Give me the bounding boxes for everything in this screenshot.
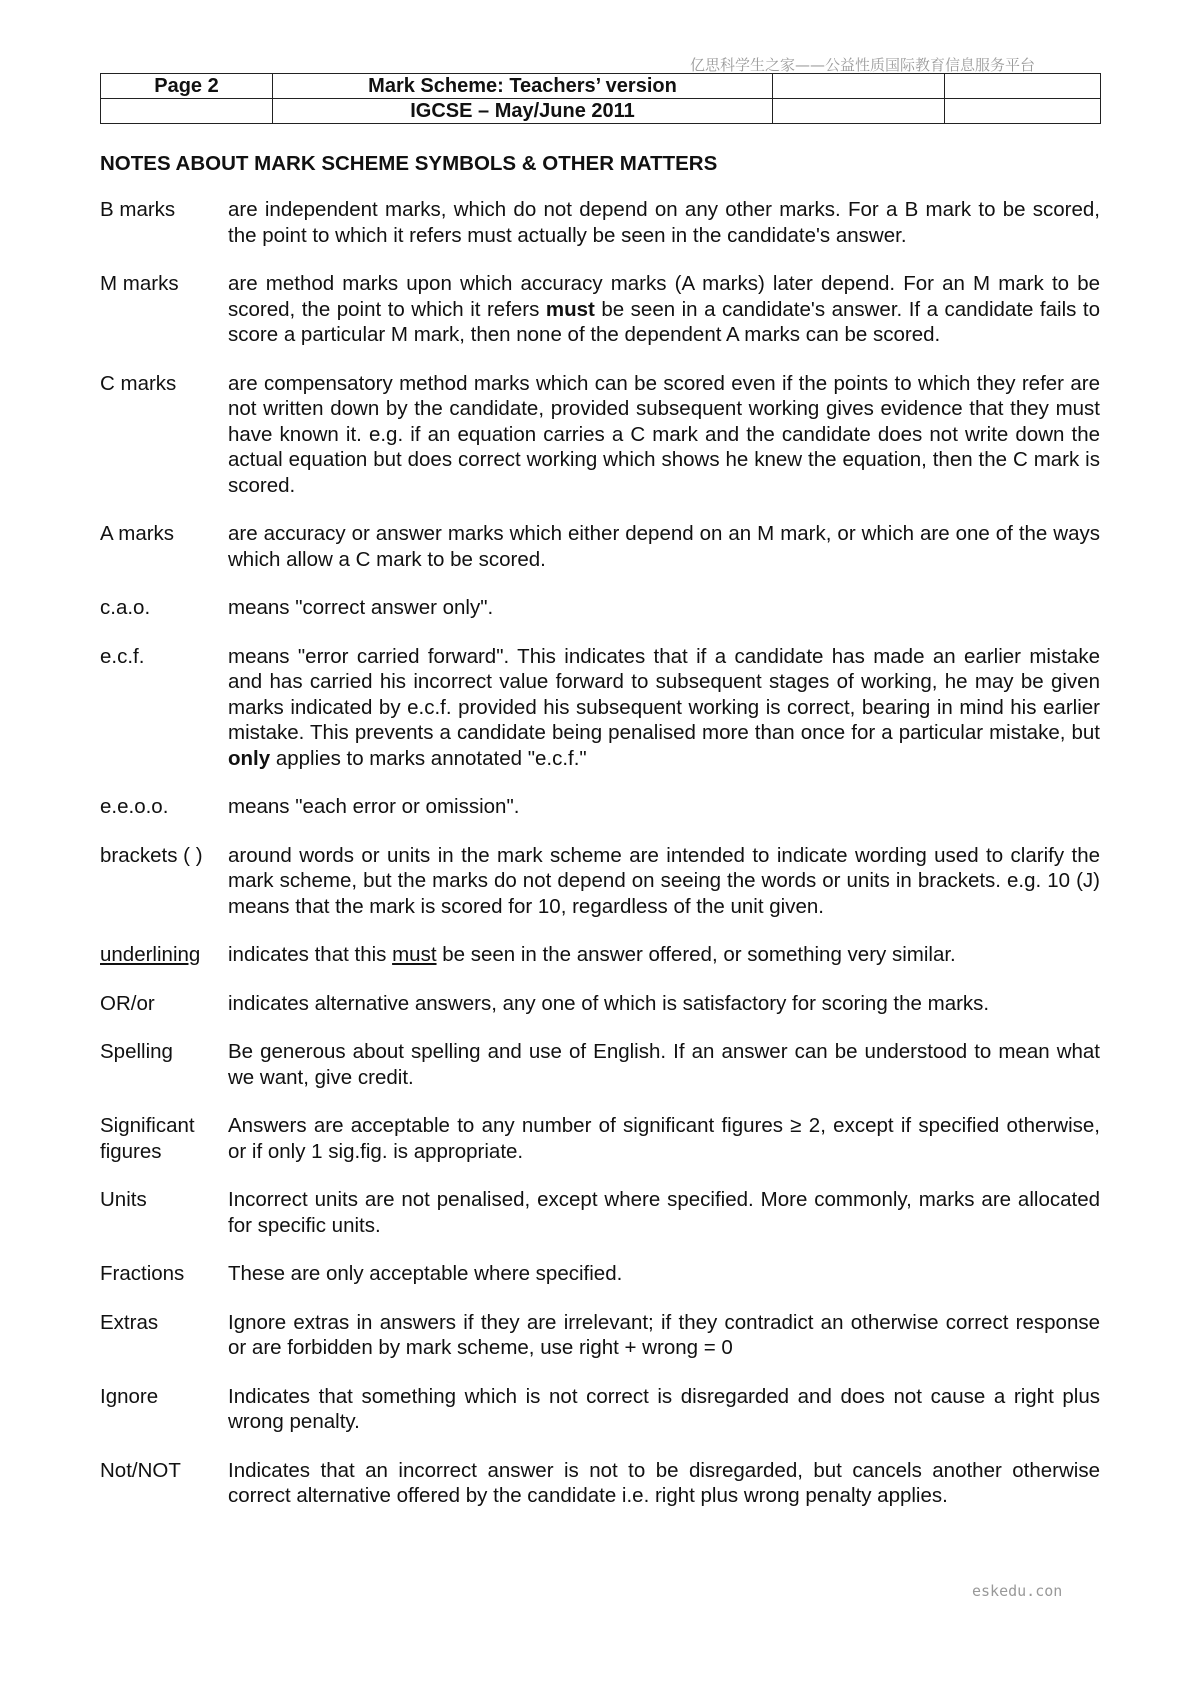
- note-text: indicates that this: [228, 943, 393, 966]
- note-definition: around words or units in the mark scheme are intended to indicate wording used to clarify the mark scheme, but the marks do not depend on seeing the words or units in brackets. e.g. 10 (J) means that the mark is scored for 10, regardless of the unit given.: [228, 843, 1100, 918]
- note-text: be seen in the answer offered, or something very similar.: [436, 943, 956, 966]
- header-title: Mark Scheme: Teachers’ version: [273, 74, 773, 99]
- note-underline: must: [392, 943, 437, 966]
- note-entry: [100, 1458, 1100, 1509]
- note-term: c.a.o.: [100, 596, 151, 619]
- header-table: [100, 73, 1101, 124]
- header-page: Page 2: [101, 74, 273, 99]
- note-term: e.e.o.o.: [100, 795, 169, 818]
- note-text: are method marks upon which accuracy marks (A marks) later depend. For an M mark to be scored, the point to which it refers: [228, 272, 1100, 321]
- note-definition: [228, 644, 1100, 772]
- note-text: be seen in a candidate's answer. If a candidate fails to score a particular M mark, then none of the dependent A marks can be scored.: [228, 297, 1100, 346]
- note-definition: [228, 271, 1100, 348]
- note-entry: [100, 197, 1100, 248]
- note-entry: [100, 1310, 1100, 1361]
- note-definition: Indicates that an incorrect answer is not to be disregarded, but cancels another otherwise correct alternative offered by the candidate i.e. right plus wrong penalty applies.: [228, 1458, 1100, 1507]
- note-term: Ignore: [100, 1384, 159, 1408]
- note-entry: [100, 595, 1100, 621]
- note-definition: means "correct answer only".: [228, 596, 494, 619]
- note-term: M marks: [100, 272, 179, 295]
- note-entry: [100, 1384, 1100, 1435]
- note-definition: are compensatory method marks which can be scored even if the points to which they refer are not written down by the candidate, provided subsequent working gives evidence that they must have known it. e.g. if an equation carries a C mark and the candidate does not write down the actual equation but does correct working which shows he knew the equation, then the C mark is scored.: [228, 371, 1100, 497]
- watermark-bottom: eskedu.con: [972, 1582, 1063, 1600]
- note-term: A marks: [100, 522, 175, 545]
- note-entry: [100, 1261, 1100, 1287]
- note-definition: are independent marks, which do not depend on any other marks. For a B mark to be scored, the point to which it refers must actually be seen in the candidate's answer.: [228, 198, 1100, 247]
- note-text: means "error carried forward". This indicates that if a candidate has made an earlier mistake and has carried his incorrect value forward to subsequent stages of working, he may be given marks indicated by e.c.f. provided his subsequent working is correct, bearing in mind his earlier mistake. This prevents a candidate being penalised more than once for a particular mistake, but: [228, 644, 1100, 744]
- note-term: B marks: [100, 198, 176, 221]
- notes-title: NOTES ABOUT MARK SCHEME SYMBOLS & OTHER MATTERS: [100, 152, 718, 175]
- note-term: e.c.f.: [100, 644, 145, 668]
- note-term-line: figures: [100, 1139, 162, 1163]
- note-entry: [100, 991, 1100, 1017]
- header-empty-cell: [773, 99, 945, 124]
- note-term: C marks: [100, 371, 177, 395]
- header-empty-cell: [773, 74, 945, 99]
- note-term: Extras: [100, 1310, 159, 1334]
- note-emphasis: only: [228, 746, 271, 770]
- note-term: Spelling: [100, 1040, 173, 1063]
- note-term: Units: [100, 1188, 147, 1211]
- note-term: [100, 1113, 228, 1164]
- note-definition: Indicates that something which is not correct is disregarded and does not cause a right plus wrong penalty.: [228, 1384, 1100, 1433]
- note-definition: Incorrect units are not penalised, except where specified. More commonly, marks are allocated for specific units.: [228, 1188, 1100, 1237]
- note-term: Fractions: [100, 1262, 185, 1285]
- notes-list: [100, 197, 1100, 1532]
- note-entry: [100, 1187, 1100, 1238]
- note-entry: [100, 1113, 1100, 1164]
- note-entry: [100, 1039, 1100, 1090]
- note-term: brackets ( ): [100, 843, 203, 867]
- note-term: OR/or: [100, 991, 155, 1015]
- note-definition: [228, 942, 1100, 968]
- note-definition: means "each error or omission".: [228, 795, 520, 818]
- note-definition: Ignore extras in answers if they are irrelevant; if they contradict an otherwise correct response or are forbidden by mark scheme, use right + wrong = 0: [228, 1310, 1100, 1359]
- header-empty-cell: [101, 99, 273, 124]
- note-entry: [100, 644, 1100, 772]
- note-entry: [100, 371, 1100, 499]
- note-entry: [100, 271, 1100, 348]
- header-empty-cell: [945, 99, 1101, 124]
- header-exam: IGCSE – May/June 2011: [273, 99, 773, 124]
- note-term: Not/NOT: [100, 1458, 181, 1482]
- watermark-top: 亿思科学生之家——公益性质国际教育信息服务平台: [690, 56, 1036, 74]
- note-definition: are accuracy or answer marks which either depend on an M mark, or which are one of the ways which allow a C mark to be scored.: [228, 522, 1100, 571]
- note-entry: [100, 843, 1100, 920]
- note-definition: These are only acceptable where specified.: [228, 1262, 623, 1285]
- note-entry: [100, 794, 1100, 820]
- note-definition: Answers are acceptable to any number of significant figures ≥ 2, except if specified otherwise, or if only 1 sig.fig. is appropriate.: [228, 1114, 1100, 1163]
- note-definition: indicates alternative answers, any one of which is satisfactory for scoring the marks.: [228, 991, 990, 1015]
- note-text: applies to marks annotated "e.c.f.": [270, 746, 587, 770]
- note-term: underlining: [100, 943, 201, 966]
- note-emphasis: must: [545, 297, 595, 321]
- note-entry: [100, 942, 1100, 968]
- header-empty-cell: [945, 74, 1101, 99]
- note-definition: Be generous about spelling and use of English. If an answer can be understood to mean what we want, give credit.: [228, 1040, 1100, 1089]
- note-term-line: Significant: [100, 1114, 195, 1137]
- note-entry: [100, 521, 1100, 572]
